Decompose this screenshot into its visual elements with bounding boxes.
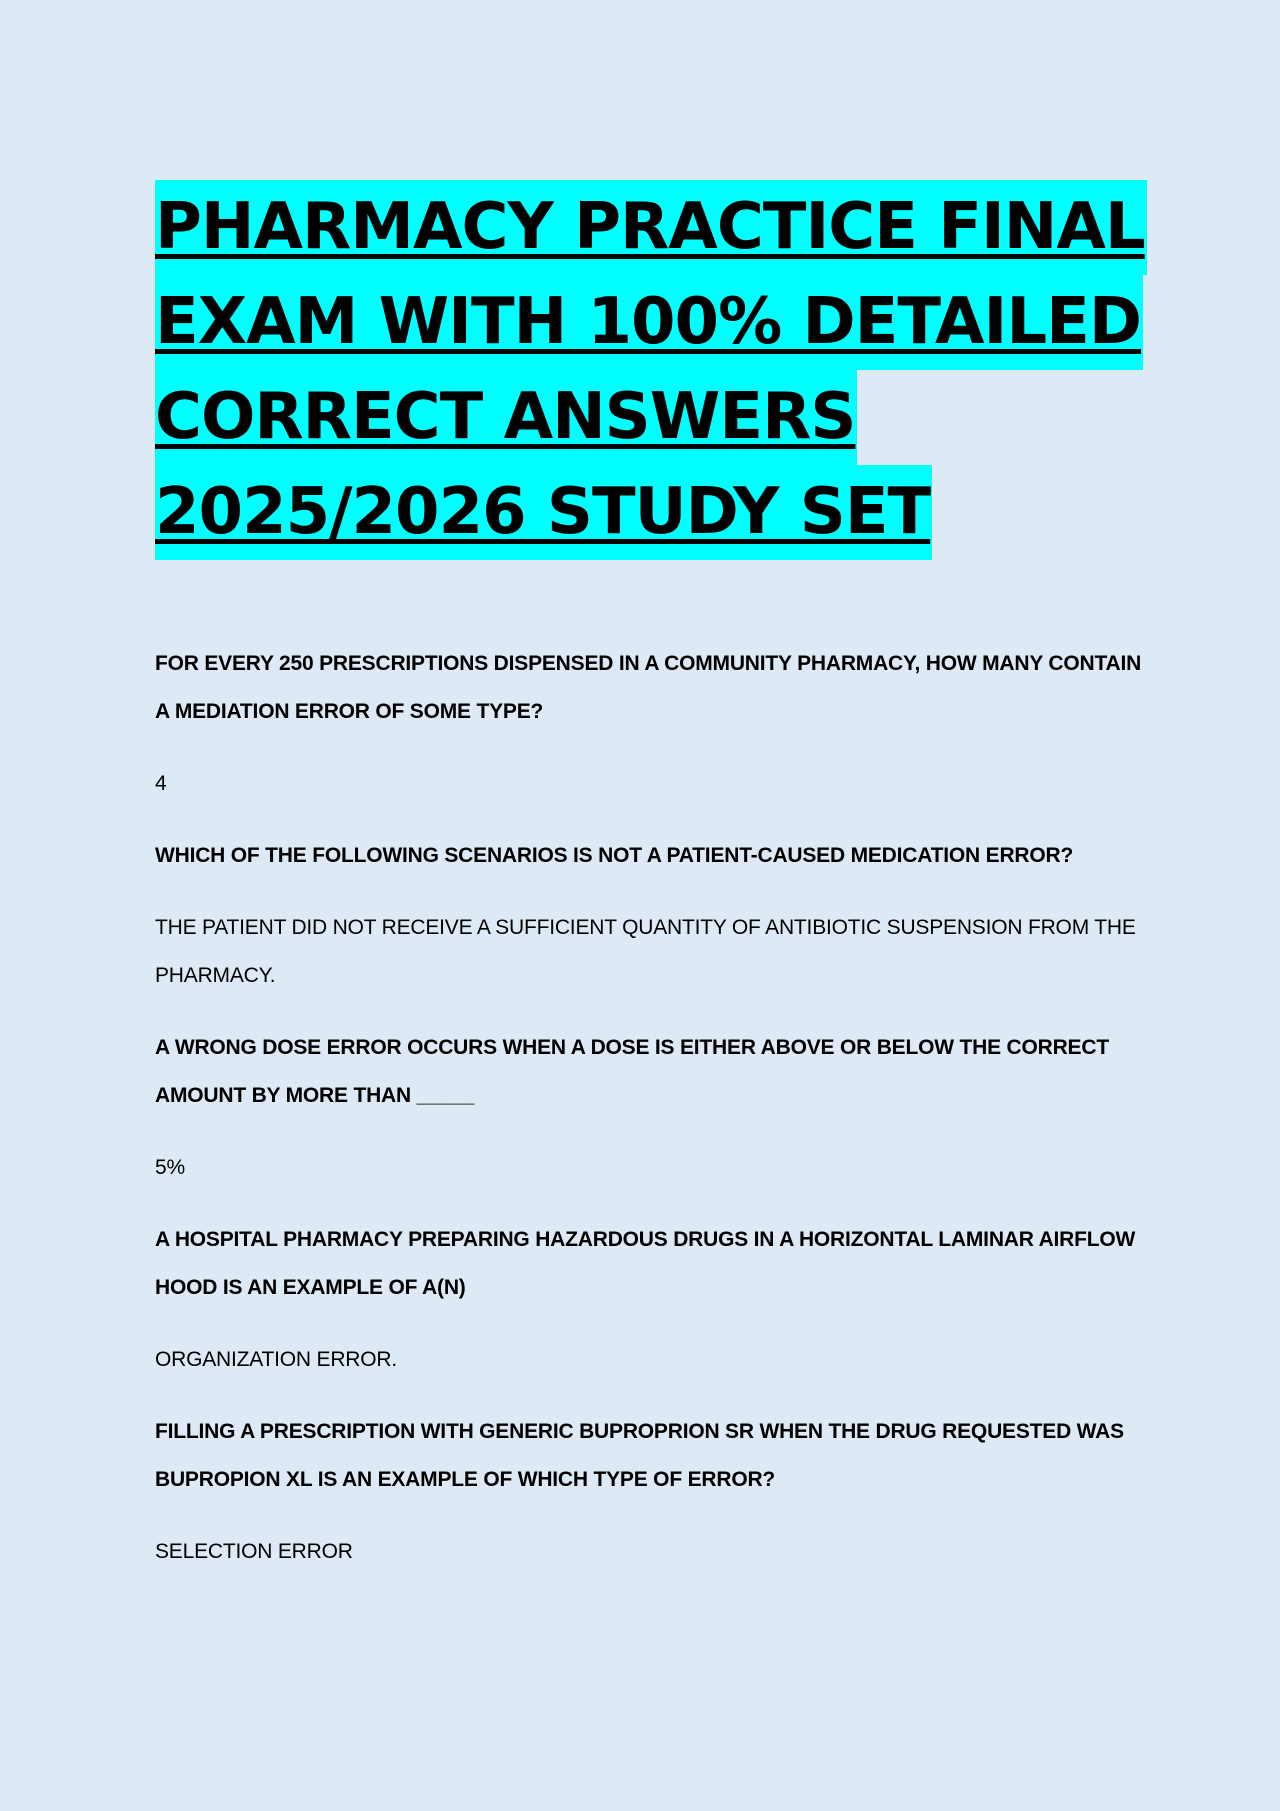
question-2: WHICH OF THE FOLLOWING SCENARIOS IS NOT A PATIENT-CAUSED MEDICATION ERROR? xyxy=(155,844,1074,867)
question-4: A HOSPITAL PHARMACY PREPARING HAZARDOUS DRUGS IN A HORIZONTAL LAMINAR AIRFLOW HOOD IS AN EXAMPLE OF A(N) xyxy=(155,1228,1136,1299)
qa-list xyxy=(155,640,1155,1576)
document-page xyxy=(155,180,1155,1600)
answer-4: ORGANIZATION ERROR. xyxy=(155,1348,397,1371)
question-3: A WRONG DOSE ERROR OCCURS WHEN A DOSE IS EITHER ABOVE OR BELOW THE CORRECT AMOUNT BY MORE THAN _____ xyxy=(155,1036,1109,1107)
answer-2: THE PATIENT DID NOT RECEIVE A SUFFICIENT QUANTITY OF ANTIBIOTIC SUSPENSION FROM THE PHARMACY. xyxy=(155,916,1136,987)
answer-3: 5% xyxy=(155,1156,185,1179)
title-line: 2025/2026 STUDY SET xyxy=(155,465,932,560)
title-line: EXAM WITH 100% DETAILED xyxy=(155,275,1143,370)
answer-5: SELECTION ERROR xyxy=(155,1540,353,1563)
title-line: CORRECT ANSWERS xyxy=(155,370,857,465)
question-5: FILLING A PRESCRIPTION WITH GENERIC BUPROPRION SR WHEN THE DRUG REQUESTED WAS BUPROPION XL IS AN EXAMPLE OF WHICH TYPE OF ERROR? xyxy=(155,1420,1124,1491)
document-title xyxy=(155,180,1145,560)
title-line: PHARMACY PRACTICE FINAL xyxy=(155,180,1147,275)
question-1: FOR EVERY 250 PRESCRIPTIONS DISPENSED IN A COMMUNITY PHARMACY, HOW MANY CONTAIN A MEDIATION ERROR OF SOME TYPE? xyxy=(155,652,1142,723)
answer-1: 4 xyxy=(155,772,167,795)
